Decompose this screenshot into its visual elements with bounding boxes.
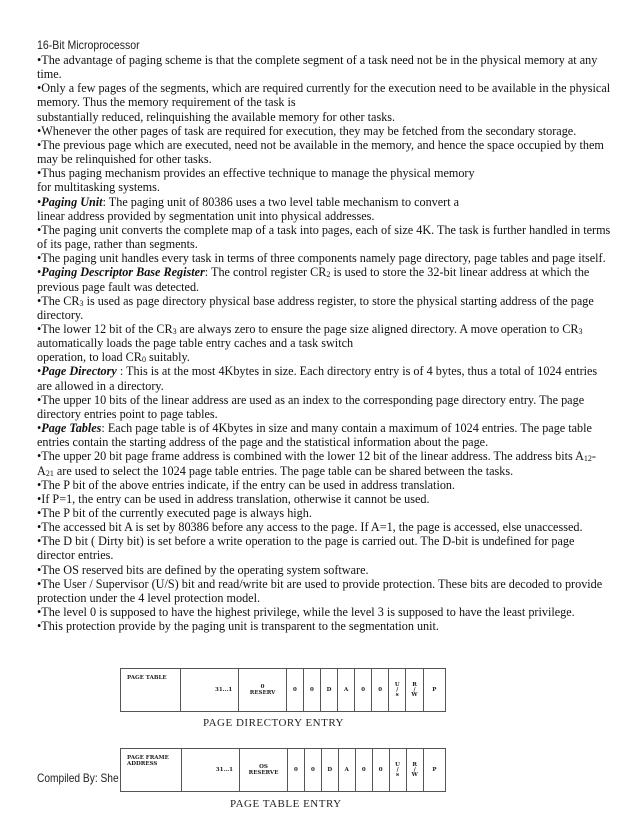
bullet-mark: • (37, 194, 42, 209)
paragraph-text: automatically loads the page table entry caches and a task switch (37, 336, 354, 351)
page-table-entry-table (120, 748, 446, 792)
bullet-mark: • (37, 265, 42, 280)
paragraph: •The upper 10 bits of the linear address are used as an index to the corresponding page directory entry. The page directory entries point to page tables. (37, 392, 585, 421)
term-page-tables: Page Tables (41, 421, 102, 436)
subscript: 12 (583, 454, 592, 464)
field-bit-cell: D (320, 669, 337, 712)
paragraph-text: •The upper 20 bit page frame address is combined with the lower 12 bit of the linear address. The address bits A (37, 449, 584, 464)
paragraph (37, 265, 611, 293)
paragraph: •The User / Supervisor (U/S) bit and read/write bit are used to provide protection. These bits are decoded to provide protection under the 4 level protection model. (37, 576, 603, 605)
paragraph-text: : This is at the most 4Kbytes in size. Each directory entry is of 4 bytes, thus a total of 1024 entries are allowed in a directory. (37, 364, 598, 393)
paragraph-text: are always zero to ensure the page size aligned directory. A move operation to CR (176, 321, 579, 336)
field-bits-cell: 31...1 (181, 749, 239, 792)
paragraph: linear address provided by segmentation unit into physical addresses. (37, 208, 375, 223)
field-bit-cell: 0 (372, 669, 389, 712)
paragraph (37, 364, 611, 392)
paragraph: •Thus paging mechanism provides an effective technique to manage the physical memory (37, 166, 475, 181)
field-bits-cell: 31...1 (180, 669, 238, 712)
bullet-mark: • (37, 421, 42, 436)
field-name-cell: PAGE TABLE (121, 669, 181, 712)
field-reserved-cell: OS RESERVE (240, 749, 288, 792)
field-bit-cell: 0 (355, 749, 372, 792)
paragraph-text: : The paging unit of 80386 uses a two level table mechanism to convert a (102, 194, 460, 209)
body-text (37, 53, 611, 633)
paragraph (37, 294, 611, 322)
field-bit-cell: A (338, 749, 355, 792)
paragraph-text: is used to store the 32-bit linear address at which the previous page fault was detected. (37, 265, 590, 294)
paragraph (37, 350, 611, 364)
paragraph: •The P bit of the currently executed page is always high. (37, 506, 312, 520)
paragraph-text: operation, to load CR (37, 350, 142, 365)
paragraph: •The advantage of paging scheme is that the complete segment of a task need not be in the physical memory at any time. (37, 53, 598, 82)
field-bit-cell: 0 (372, 749, 389, 792)
field-bit-cell: 0 (288, 749, 305, 792)
paragraph-text: : The control register CR (204, 265, 327, 280)
paragraph: •The OS reserved bits are defined by the operating system software. (37, 562, 369, 577)
field-bit-cell: P (423, 669, 445, 712)
field-bit-cell: 0 (355, 669, 372, 712)
field-bit-cell: P (423, 749, 445, 792)
field-reserved-cell: 0 RESERV (239, 669, 287, 712)
page-directory-entry-table (120, 668, 446, 712)
paragraph: for multitasking systems. (37, 180, 160, 195)
field-bit-cell: R / W (406, 749, 423, 792)
term-page-directory: Page Directory (41, 364, 117, 379)
field-bit-cell: 0 (303, 669, 320, 712)
paragraph: •This protection provide by the paging unit is transparent to the segmentation unit. (37, 619, 439, 634)
paragraph-text: •The CR (37, 293, 80, 308)
bullet-mark: • (37, 364, 42, 379)
subscript: 21 (45, 468, 54, 478)
paragraph (37, 195, 611, 209)
field-bit-cell: U / s (389, 749, 406, 792)
paragraph: substantially reduced, relinquishing the available memory for other tasks. (37, 109, 396, 124)
term-paging-descriptor-base-register: Paging Descriptor Base Register (41, 265, 205, 280)
field-bit-cell: 0 (304, 749, 321, 792)
subscript: 3 (578, 326, 583, 336)
subscript: 0 (141, 355, 146, 365)
paragraph-text: •The lower 12 bit of the CR (37, 321, 173, 336)
page-header: 16-Bit Microprocessor (37, 38, 140, 52)
subscript: 3 (79, 298, 84, 308)
paragraph-text: - A (37, 449, 596, 478)
directory-entry-caption: PAGE DIRECTORY ENTRY (203, 717, 345, 729)
paragraph: •The previous page which are executed, need not be available in the memory, and hence the space occupied by them may be relinquished for other tasks. (37, 137, 604, 167)
field-bit-cell: D (321, 749, 338, 792)
subscript: 3 (172, 326, 177, 336)
subscript: 2 (326, 270, 331, 280)
table-row (121, 669, 446, 712)
paragraph: •The paging unit converts the complete map of a task into pages, each of size 4K. The task is further handled in terms of its page, rather than segments. (37, 222, 611, 252)
paragraph (37, 322, 611, 350)
field-bit-cell: 0 (286, 669, 303, 712)
paragraph: •The accessed bit A is set by 80386 before any access to the page. If A=1, the page is accessed, else unaccessed. (37, 520, 583, 535)
term-paging-unit: Paging Unit (41, 194, 103, 209)
paragraph (37, 449, 611, 477)
paragraph-text: : Each page table is of 4Kbytes in size and many contain a maximum of 1024 entries. The page table entries contain the starting address of the page and the statistical information about the page. (37, 421, 592, 450)
paragraph (37, 421, 611, 449)
table-entry-caption: PAGE TABLE ENTRY (230, 798, 342, 810)
page-footer: Compiled By: She (37, 771, 119, 785)
field-bit-cell: R / W (406, 669, 423, 712)
field-bit-cell: U / s (389, 669, 406, 712)
field-name-cell: PAGE FRAME ADDRESS (121, 749, 182, 792)
table-row (121, 749, 446, 792)
paragraph: •Only a few pages of the segments, which are required currently for the execution need to be available in the physical memory. Thus the memory requirement of the task is (37, 81, 611, 110)
paragraph: •The P bit of the above entries indicate, if the entry can be used in address translation. (37, 477, 456, 492)
paragraph: •If P=1, the entry can be used in address translation, otherwise it cannot be used. (37, 491, 430, 506)
paragraph-text: are used to select the 1024 page table entries. The page table can be shared between the tasks. (53, 463, 514, 478)
paragraph-text: suitably. (145, 350, 190, 365)
paragraph-text: is used as page directory physical base address register, to store the physical starting address of the page directory. (37, 293, 594, 322)
paragraph: •The D bit ( Dirty bit) is set before a write operation to the page is carried out. The D-bit is undefined for page director entries. (37, 534, 575, 563)
paragraph: •The level 0 is supposed to have the highest privilege, while the level 3 is supposed to have the least privilege. (37, 605, 575, 620)
paragraph: •Whenever the other pages of task are required for execution, they may be fetched from the secondary storage. (37, 123, 577, 138)
paragraph: •The paging unit handles every task in terms of three components namely page directory, page tables and page itself. (37, 251, 606, 266)
field-bit-cell: A (338, 669, 355, 712)
